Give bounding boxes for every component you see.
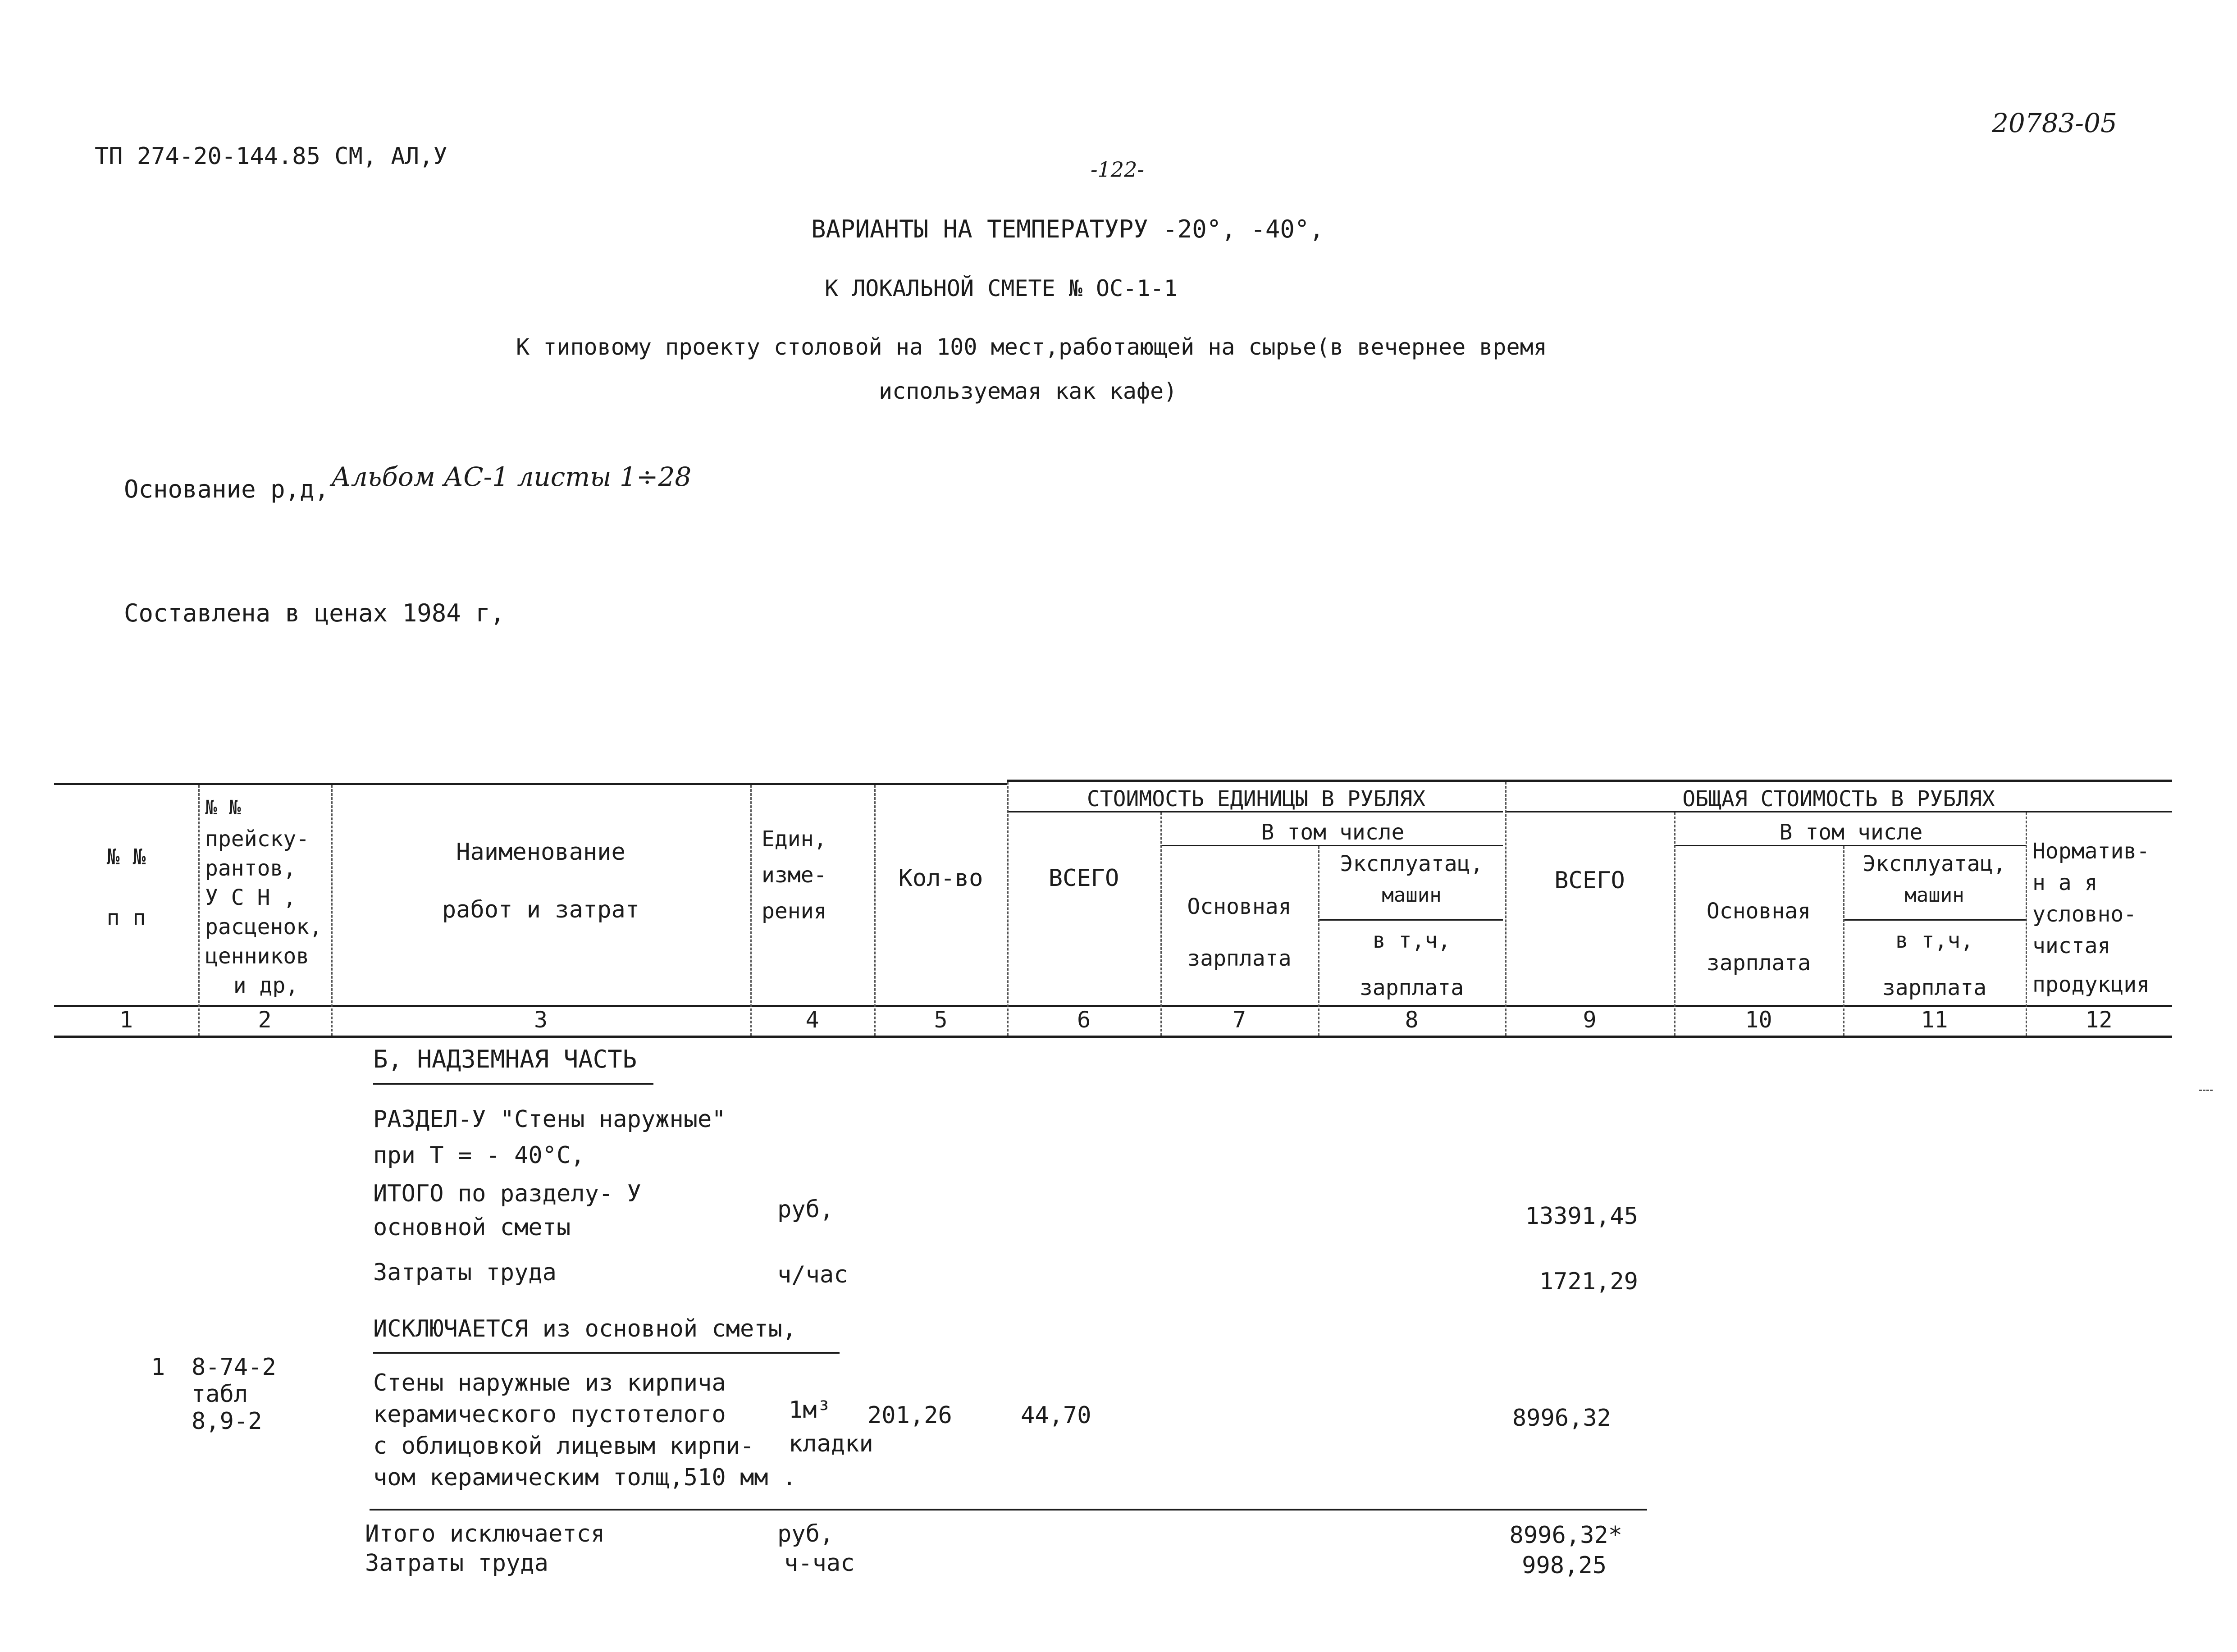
col2-header-0: № № bbox=[205, 796, 241, 819]
section-title-underline bbox=[373, 1083, 653, 1085]
page-number: -122- bbox=[1091, 157, 1144, 182]
col-sep-8 bbox=[1505, 782, 1507, 1036]
col4-header-1: изме- bbox=[762, 863, 827, 888]
col8-header-0: Эксплуатац, bbox=[1340, 851, 1484, 876]
item-code-3: 8,9-2 bbox=[192, 1408, 262, 1435]
prices-note: Составлена в ценах 1984 г, bbox=[124, 599, 505, 627]
col2-header-5: ценников bbox=[205, 944, 310, 969]
excluded-header: ИСКЛЮЧАЕТСЯ из основной сметы, bbox=[373, 1315, 797, 1342]
footer-total-value: 8996,32* bbox=[1509, 1522, 1622, 1549]
col1-header-a: № № bbox=[106, 844, 146, 870]
document-code: ТП 274-20-144.85 СМ, АЛ,У bbox=[95, 143, 447, 170]
footer-total-label: Итого исключается bbox=[365, 1520, 605, 1547]
col11-header-0: Эксплуатац, bbox=[1863, 851, 2006, 876]
col3-header-b: работ и затрат bbox=[442, 896, 640, 923]
col2-header-4: расценок, bbox=[205, 914, 323, 940]
col-number-3: 3 bbox=[534, 1007, 548, 1033]
col-number-12: 12 bbox=[2085, 1007, 2113, 1033]
title-line-1: ВАРИАНТЫ НА ТЕМПЕРАТУРУ -20°, -40°, bbox=[811, 215, 1324, 243]
item-name-2: керамического пустотелого bbox=[373, 1401, 726, 1428]
col-sep-5 bbox=[1007, 782, 1009, 1036]
col9-header: ВСЕГО bbox=[1554, 867, 1625, 894]
item-number: 1 bbox=[151, 1354, 165, 1381]
col-sep-9 bbox=[1674, 812, 1675, 1036]
col11-header-2: в т,ч, bbox=[1895, 928, 1974, 953]
item-code-2: табл bbox=[192, 1381, 248, 1408]
col-number-5: 5 bbox=[934, 1007, 948, 1033]
col-sep-11 bbox=[2026, 812, 2027, 1036]
col11-header-1: машин bbox=[1904, 884, 1964, 907]
col-number-6: 6 bbox=[1077, 1007, 1091, 1033]
section-title: Б, НАДЗЕМНАЯ ЧАСТЬ bbox=[373, 1045, 637, 1073]
col11-header-3: зарплата bbox=[1882, 975, 1987, 1000]
col11-mid-rule bbox=[1843, 919, 2026, 921]
archive-stamp: 20783-05 bbox=[1992, 108, 2117, 138]
col7-header-a: Основная bbox=[1187, 894, 1292, 919]
col1-header-b: п п bbox=[106, 905, 146, 931]
footer-labor-unit: ч-час bbox=[784, 1550, 855, 1577]
excluded-header-underline bbox=[373, 1352, 840, 1354]
col12-header-0: Норматив- bbox=[2032, 839, 2150, 864]
item-name-3: с облицовкой лицевым кирпи- bbox=[373, 1433, 754, 1460]
basis-value: Альбом АС-1 листы 1÷28 bbox=[331, 461, 692, 492]
group-total-cost: ОБЩАЯ СТОИМОСТЬ В РУБЛЯХ bbox=[1682, 786, 1995, 812]
total-including-subrule bbox=[1674, 845, 2026, 846]
total-including: В том числе bbox=[1779, 820, 1923, 845]
table-top-rule-left bbox=[54, 783, 1007, 785]
col5-header: Кол-во bbox=[898, 865, 983, 892]
col-sep-3 bbox=[750, 785, 752, 1036]
col7-header-b: зарплата bbox=[1187, 946, 1292, 971]
subtitle-line-2: используемая как кафе) bbox=[879, 378, 1178, 404]
footer-total-unit: руб, bbox=[777, 1520, 834, 1547]
table-numbers-bottom-rule bbox=[54, 1036, 2172, 1038]
item-quantity: 201,26 bbox=[867, 1402, 952, 1429]
col3-header-a: Наименование bbox=[456, 839, 625, 866]
razdel-line-1: РАЗДЕЛ-У "Стены наружные" bbox=[373, 1106, 726, 1133]
itogo-unit: руб, bbox=[777, 1196, 834, 1223]
unit-including-subrule bbox=[1160, 845, 1503, 846]
subtitle-line-1: К типовому проекту столовой на 100 мест,работающей на сырье(в вечернее время bbox=[516, 334, 1547, 360]
itogo-value: 13391,45 bbox=[1525, 1203, 1638, 1230]
item-name-1: Стены наружные из кирпича bbox=[373, 1369, 726, 1396]
col2-header-3: У С Н , bbox=[205, 885, 297, 910]
col-number-11: 11 bbox=[1921, 1007, 1948, 1033]
labor-value: 1721,29 bbox=[1539, 1268, 1638, 1295]
item-unit-price: 44,70 bbox=[1021, 1402, 1091, 1429]
col4-header-0: Един, bbox=[762, 826, 827, 852]
col-sep-4 bbox=[874, 785, 876, 1036]
item-unit-1: 1м³ bbox=[789, 1396, 831, 1424]
margin-tick bbox=[2199, 1090, 2213, 1091]
basis-label: Основание р,д, bbox=[124, 475, 329, 503]
col-number-1: 1 bbox=[119, 1007, 133, 1033]
col8-header-2: в т,ч, bbox=[1372, 928, 1451, 953]
item-code-1: 8-74-2 bbox=[192, 1354, 276, 1381]
table-top-rule bbox=[1007, 780, 2172, 782]
totals-rule bbox=[370, 1509, 1647, 1511]
unit-including: В том числе bbox=[1261, 820, 1405, 845]
title-line-2: К ЛОКАЛЬНОЙ СМЕТЕ № ОС-1-1 bbox=[825, 275, 1178, 301]
col12-header-2: условно- bbox=[2032, 902, 2137, 927]
col-number-2: 2 bbox=[258, 1007, 272, 1033]
item-name-4: чом керамическим толщ,510 мм . bbox=[373, 1464, 797, 1491]
col8-header-3: зарплата bbox=[1359, 975, 1464, 1000]
col-sep-6 bbox=[1160, 812, 1162, 1036]
col2-header-6: и др, bbox=[233, 973, 299, 998]
col-sep-1 bbox=[198, 785, 200, 1036]
razdel-line-2: при Т = - 40°С, bbox=[373, 1142, 585, 1169]
col-number-4: 4 bbox=[805, 1007, 819, 1033]
footer-labor-value: 998,25 bbox=[1522, 1552, 1607, 1579]
col2-header-1: прейску- bbox=[205, 826, 310, 852]
labor-unit: ч/час bbox=[777, 1261, 848, 1288]
col6-header: ВСЕГО bbox=[1048, 865, 1119, 892]
col12-header-1: н а я bbox=[2032, 870, 2098, 895]
labor-label: Затраты труда bbox=[373, 1259, 557, 1286]
col8-mid-rule bbox=[1318, 919, 1503, 921]
col10-header-b: зарплата bbox=[1706, 950, 1811, 976]
col-number-7: 7 bbox=[1232, 1007, 1246, 1033]
col10-header-a: Основная bbox=[1706, 899, 1811, 924]
footer-labor-label: Затраты труда bbox=[365, 1550, 548, 1577]
itogo-line-2: основной сметы bbox=[373, 1214, 571, 1241]
item-unit-2: кладки bbox=[789, 1430, 873, 1457]
col-number-10: 10 bbox=[1745, 1007, 1772, 1033]
itogo-line-1: ИТОГО по разделу- У bbox=[373, 1180, 641, 1207]
col-sep-2 bbox=[331, 785, 333, 1036]
col4-header-2: рения bbox=[762, 899, 827, 924]
col-number-9: 9 bbox=[1583, 1007, 1597, 1033]
col2-header-2: рантов, bbox=[205, 856, 297, 881]
group-unit-cost: СТОИМОСТЬ ЕДИНИЦЫ В РУБЛЯХ bbox=[1087, 786, 1426, 812]
item-total: 8996,32 bbox=[1512, 1405, 1611, 1432]
col-number-8: 8 bbox=[1405, 1007, 1419, 1033]
col12-header-4: продукция bbox=[2032, 972, 2150, 997]
col8-header-1: машин bbox=[1382, 884, 1442, 907]
col12-header-3: чистая bbox=[2032, 933, 2111, 958]
